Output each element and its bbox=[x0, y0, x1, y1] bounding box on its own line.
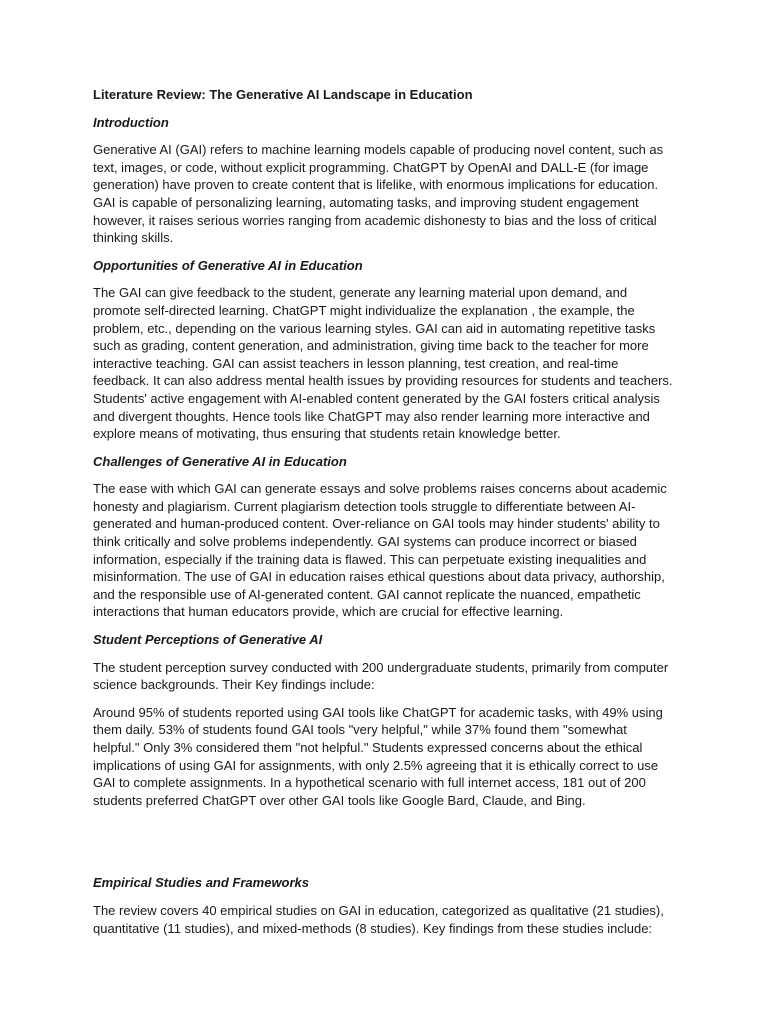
paragraph-introduction: Generative AI (GAI) refers to machine learning models capable of producing novel content, such as text, images, or code, without explicit programming. ChatGPT by OpenAI and DALL-E (for image generation) have proven to create content that is lifelike, with enormous implications for education. GAI is capable of personalizing learning, automating tasks, and improving student engagement however, it raises serious worries ranging from academic dishonesty to bias and the loss of critical thinking skills. bbox=[93, 142, 664, 246]
paragraph-challenges: The ease with which GAI can generate essays and solve problems raises concerns about academic honesty and plagiarism. Current plagiarism detection tools struggle to differentiate between AI-generated and human-produced content. Over-reliance on GAI tools may hinder students' ability to think critically and solve problems independently. GAI systems can produce incorrect or biased information, especially if the training data is flawed. This can perpetuate existing inequalities and misinformation. The use of GAI in education raises ethical questions about data privacy, authorship, and the responsible use of AI-generated content. GAI cannot replicate the nuanced, empathetic interactions that human educators provide, which are crucial for effective learning. bbox=[93, 481, 667, 620]
paragraph-opportunities: The GAI can give feedback to the student, generate any learning material upon demand, and promote self-directed learning. ChatGPT might individualize the explanation , the example, the problem, etc., depending on the various learning styles. GAI can aid in automating repetitive tasks such as grading, content generation, and administration, giving time back to the teacher for more interactive teaching. GAI can assist teachers in lesson planning, test creation, and real-time feedback. It can also address mental health issues by providing resources for students and teachers. Students' active engagement with AI-enabled content generated by the GAI fosters critical analysis and divergent thoughts. Hence tools like ChatGPT may also render learning more interactive and explore means of motivating, thus ensuring that students retain knowledge better. bbox=[93, 285, 673, 442]
paragraph-survey-intro: The student perception survey conducted with 200 undergraduate students, primarily from computer science backgrounds. Their Key findings include: bbox=[93, 659, 669, 693]
document-body bbox=[93, 86, 677, 947]
heading-introduction: Introduction bbox=[93, 114, 169, 130]
blank-space bbox=[93, 819, 677, 874]
heading-opportunities: Opportunities of Generative AI in Education bbox=[93, 257, 363, 273]
document-title: Literature Review: The Generative AI Landscape in Education bbox=[93, 87, 473, 102]
heading-empirical-studies: Empirical Studies and Frameworks bbox=[93, 875, 310, 891]
paragraph-survey-findings: Around 95% of students reported using GAI tools like ChatGPT for academic tasks, with 49% using them daily. 53% of students found GAI tools "very helpful," while 37% found them "somewhat helpful." Only 3% considered them "not helpful." Students expressed concerns about the ethical implications of using GAI for assignments, with only 2.5% agreeing that it is ethically correct to use GAI to complete assignments. In a hypothetical scenario with full internet access, 181 out of 200 students preferred ChatGPT over other GAI tools like Google Bard, Claude, and Bing. bbox=[93, 704, 663, 808]
heading-challenges: Challenges of Generative AI in Education bbox=[93, 453, 347, 469]
paragraph-empirical-studies: The review covers 40 empirical studies on GAI in education, categorized as qualitative (21 studies), quantitative (11 studies), and mixed-methods (8 studies). Key findings from these studies include: bbox=[93, 902, 664, 936]
heading-student-perceptions: Student Perceptions of Generative AI bbox=[93, 632, 323, 648]
